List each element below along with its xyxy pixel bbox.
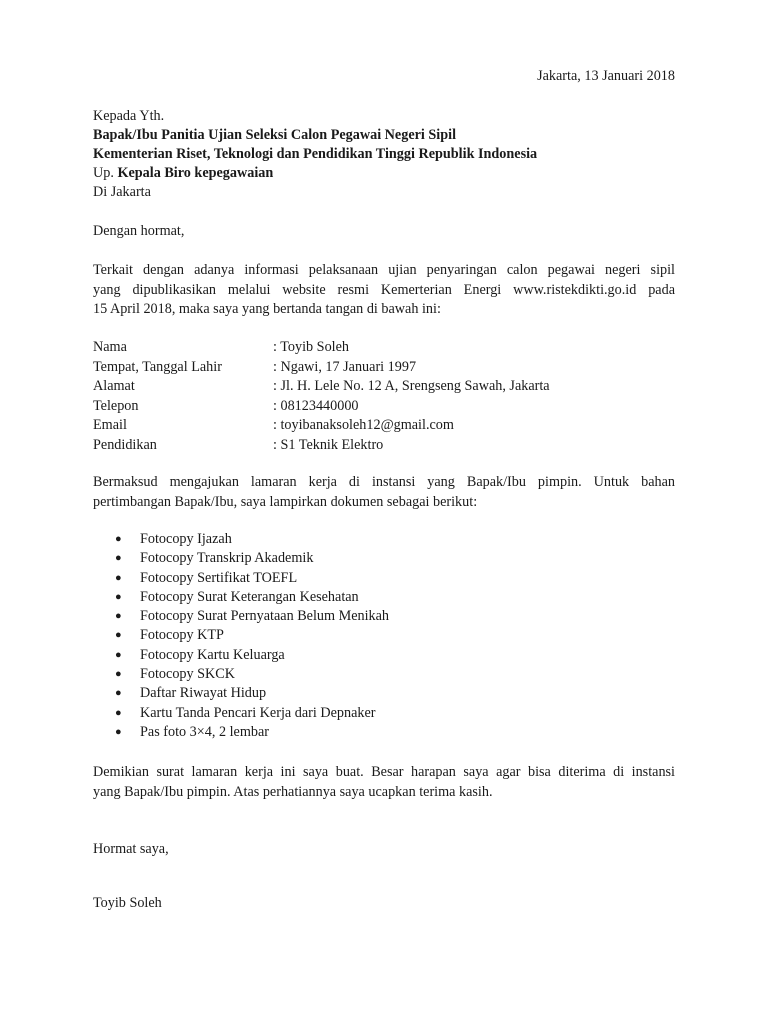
identity-value-email: : toyibanaksoleh12@gmail.com <box>273 417 454 433</box>
document-item-label: Fotocopy KTP <box>140 627 224 644</box>
closing-paragraph <box>93 763 675 802</box>
purpose-paragraph <box>93 473 675 512</box>
recipient-kepada: Kepada Yth. <box>93 108 165 124</box>
document-item-label: Fotocopy Sertifikat TOEFL <box>140 569 298 586</box>
identity-label: Nama <box>93 339 127 355</box>
identity-label: Alamat <box>93 378 135 394</box>
bullet-icon: ● <box>115 610 122 623</box>
identity-value: : 08123440000 <box>273 397 359 414</box>
identity-value: : S1 Teknik Elektro <box>273 436 384 453</box>
bullet-icon: ● <box>115 668 122 681</box>
intro-line: Terkait dengan adanya informasi pelaksanaan ujian penyaringan calon pegawai negeri sipil <box>93 262 675 278</box>
identity-label: Email <box>93 417 127 433</box>
bullet-icon: ● <box>115 648 122 661</box>
letter-page <box>93 0 675 1024</box>
bullet-icon: ● <box>115 571 122 584</box>
document-item-label: Fotocopy Transkrip Akademik <box>140 550 314 567</box>
recipient-line-2: Kementerian Riset, Teknologi dan Pendidikan Tinggi Republik Indonesia <box>93 146 538 162</box>
bullet-icon: ● <box>115 725 122 738</box>
letter-date: Jakarta, 13 Januari 2018 <box>537 68 675 84</box>
document-item-label: Pas foto 3×4, 2 lembar <box>140 723 269 740</box>
identity-label: Pendidikan <box>93 436 157 453</box>
bullet-icon: ● <box>115 533 122 545</box>
recipient-city: Di Jakarta <box>93 184 151 200</box>
identity-value: : Jl. H. Lele No. 12 A, Srengseng Sawah, Jakarta <box>273 378 550 394</box>
closing-line: Demikian surat lamaran kerja ini saya buat. Besar harapan saya agar bisa diterima di instansi <box>93 764 675 780</box>
document-item-label: Daftar Riwayat Hidup <box>140 685 267 702</box>
bullet-icon: ● <box>115 687 122 700</box>
intro-line: 15 April 2018, maka saya yang bertanda tangan di bawah ini: <box>93 301 441 317</box>
identity-value: : Toyib Soleh <box>273 339 349 355</box>
purpose-line: Bermaksud mengajukan lamaran kerja di instansi yang Bapak/Ibu pimpin. Untuk bahan <box>93 474 675 490</box>
purpose-line: pertimbangan Bapak/Ibu, saya lampirkan dokumen sebagai berikut: <box>93 493 478 510</box>
sign-off: Hormat saya, <box>93 841 169 857</box>
document-item-label: Fotocopy Ijazah <box>140 531 232 547</box>
identity-label: Telepon <box>93 397 139 414</box>
closing-line: yang Bapak/Ibu pimpin. Atas perhatiannya saya ucapkan terima kasih. <box>93 783 493 800</box>
bullet-icon: ● <box>115 552 122 565</box>
recipient-up-name: Kepala Biro kepegawaian <box>117 165 274 181</box>
bullet-icon: ● <box>115 629 122 642</box>
bullet-icon: ● <box>115 590 122 603</box>
document-item-label: Fotocopy Surat Pernyataan Belum Menikah <box>140 608 390 625</box>
recipient-up <box>93 164 273 183</box>
greeting: Dengan hormat, <box>93 223 185 239</box>
document-item-label: Fotocopy SKCK <box>140 666 235 683</box>
identity-label: Tempat, Tanggal Lahir <box>93 358 222 375</box>
recipient-line-1: Bapak/Ibu Panitia Ujian Seleksi Calon Pegawai Negeri Sipil <box>93 127 457 143</box>
identity-value: : Ngawi, 17 Januari 1997 <box>273 358 417 375</box>
signer-name: Toyib Soleh <box>93 895 162 911</box>
document-item-label: Fotocopy Surat Keterangan Kesehatan <box>140 588 359 605</box>
document-item-label: Fotocopy Kartu Keluarga <box>140 646 285 663</box>
document-item-label: Kartu Tanda Pencari Kerja dari Depnaker <box>140 704 376 721</box>
intro-paragraph <box>93 261 675 320</box>
bullet-icon: ● <box>115 706 122 719</box>
recipient-up-prefix: Up. <box>93 165 114 181</box>
intro-line: yang dipublikasikan melalui website resmi Kemerterian Energi www.ristekdikti.go.id pada <box>93 281 675 298</box>
